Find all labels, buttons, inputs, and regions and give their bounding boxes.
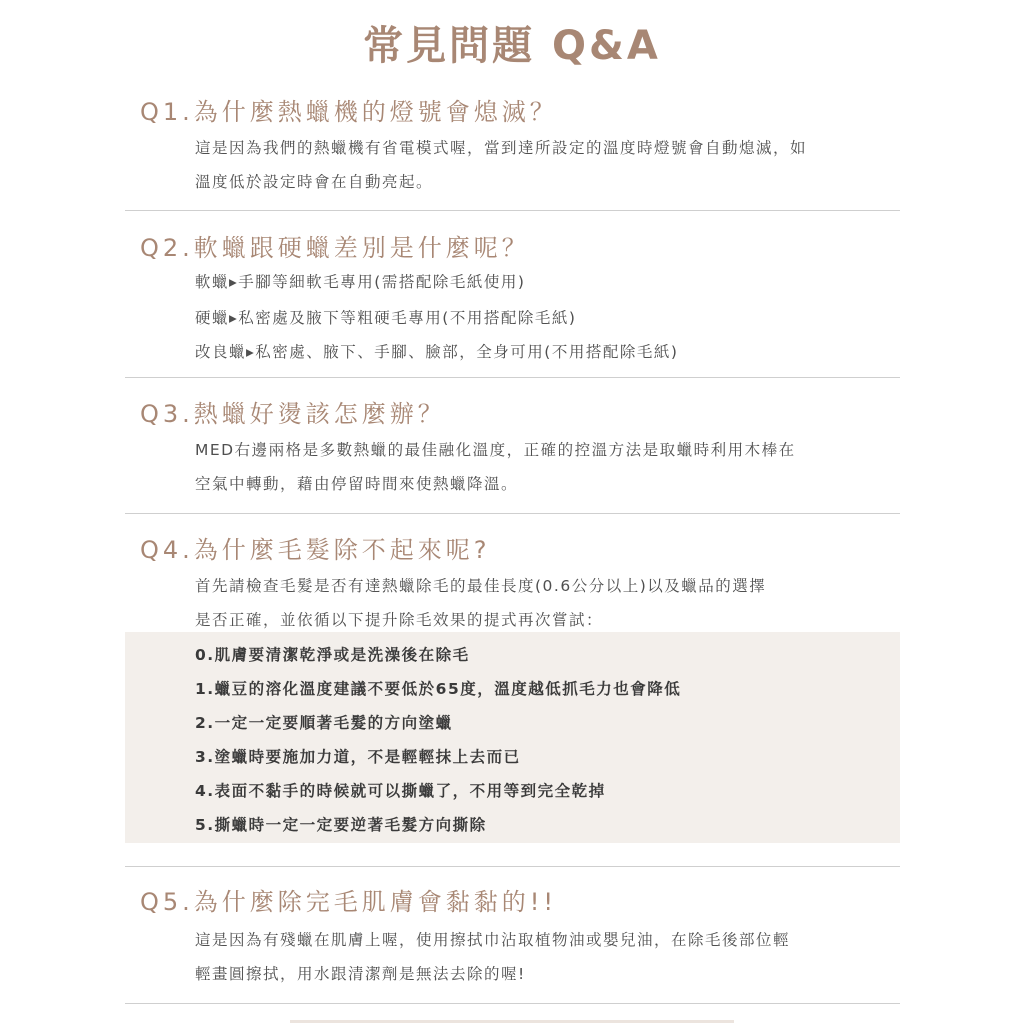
faq-answer-line: 軟蠟▸手腳等細軟毛專用(需搭配除毛紙使用) — [195, 273, 526, 291]
faq-answer-line: 這是因為我們的熱蠟機有省電模式喔，當到達所設定的溫度時燈號會自動熄滅，如 — [195, 139, 808, 157]
tip-item: 1.蠟豆的溶化溫度建議不要低於65度，溫度越低抓毛力也會降低 — [195, 680, 682, 698]
faq-answer-line: 首先請檢查毛髮是否有達熱蠟除毛的最佳長度(0.6公分以上)以及蠟品的選擇 — [195, 577, 767, 595]
faq-answer-line: 硬蠟▸私密處及腋下等粗硬毛專用(不用搭配除毛紙) — [195, 309, 577, 327]
faq-question: Q1.為什麼熱蠟機的燈號會熄滅？ — [140, 98, 558, 126]
tip-item: 2.一定一定要順著毛髮的方向塗蠟 — [195, 714, 453, 732]
bottom-bar — [290, 1020, 734, 1023]
divider — [125, 1003, 900, 1004]
faq-question: Q3.熱蠟好燙該怎麼辦？ — [140, 400, 446, 428]
page-title: 常見問題 Q&A — [363, 23, 661, 69]
faq-question: Q5.為什麼除完毛肌膚會黏黏的!! — [140, 888, 558, 916]
tip-item: 0.肌膚要清潔乾淨或是洗澡後在除毛 — [195, 646, 470, 664]
faq-question: Q2.軟蠟跟硬蠟差別是什麼呢？ — [140, 234, 530, 262]
faq-answer-line: MED右邊兩格是多數熱蠟的最佳融化溫度，正確的控溫方法是取蠟時利用木棒在 — [195, 441, 796, 459]
divider — [125, 210, 900, 211]
divider — [125, 866, 900, 867]
tip-item: 4.表面不黏手的時候就可以撕蠟了，不用等到完全乾掉 — [195, 782, 606, 800]
faq-answer-line: 改良蠟▸私密處、腋下、手腳、臉部，全身可用(不用搭配除毛紙) — [195, 343, 679, 361]
faq-answer-line: 這是因為有殘蠟在肌膚上喔，使用擦拭巾沾取植物油或嬰兒油，在除毛後部位輕 — [195, 931, 791, 949]
tip-item: 3.塗蠟時要施加力道，不是輕輕抹上去而已 — [195, 748, 521, 766]
faq-answer-line: 是否正確，並依循以下提升除毛效果的提式再次嘗試： — [195, 611, 604, 629]
faq-answer-line: 輕畫圓擦拭，用水跟清潔劑是無法去除的喔! — [195, 965, 526, 983]
faq-answer-line: 溫度低於設定時會在自動亮起。 — [195, 173, 434, 191]
faq-answer-line: 空氣中轉動，藉由停留時間來使熱蠟降溫。 — [195, 475, 519, 493]
divider — [125, 377, 900, 378]
faq-question: Q4.為什麼毛髮除不起來呢? — [140, 536, 491, 564]
divider — [125, 513, 900, 514]
tip-item: 5.撕蠟時一定一定要逆著毛髮方向撕除 — [195, 816, 487, 834]
